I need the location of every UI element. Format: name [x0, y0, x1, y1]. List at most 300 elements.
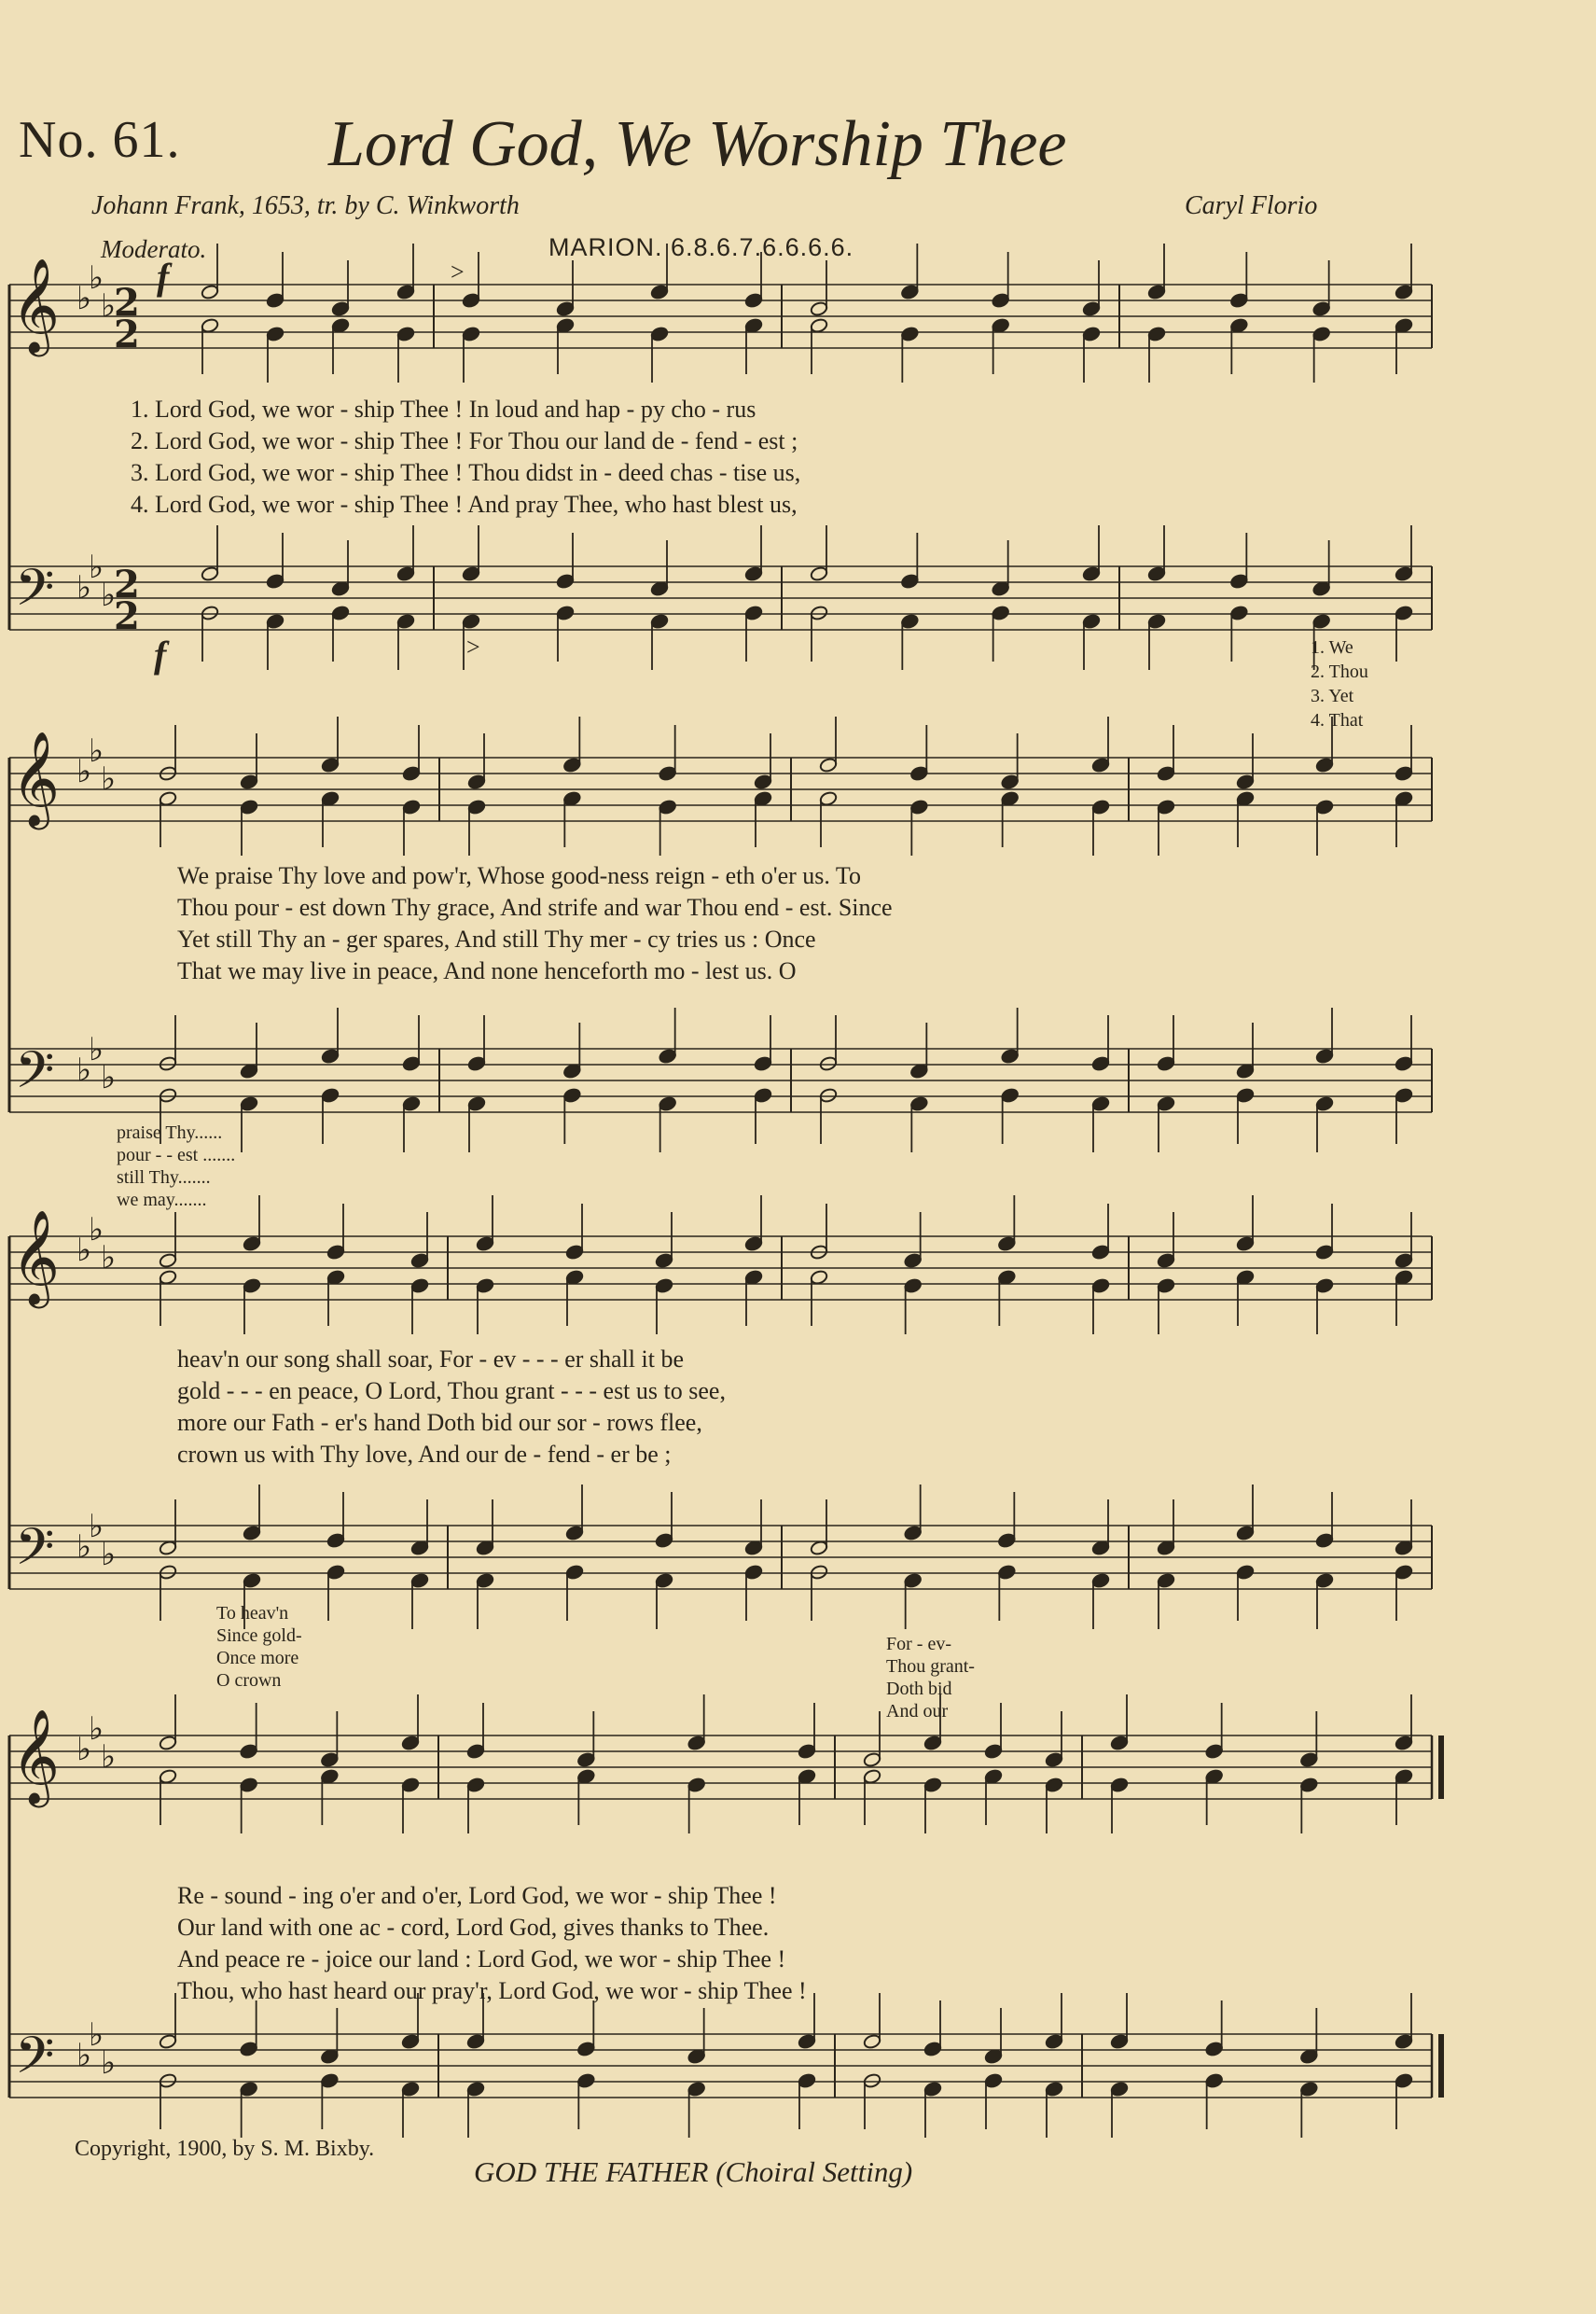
- bass-note: [1229, 605, 1248, 620]
- soprano-note: [320, 1751, 339, 1767]
- verse-lyric-line: crown us with Thy love, And our de - fend - er be ;: [177, 1441, 672, 1468]
- part-cue: we may.......: [117, 1190, 207, 1210]
- bass-note: [1299, 2081, 1318, 2097]
- bass-note: [1205, 2072, 1224, 2088]
- soprano-note: [326, 1244, 345, 1260]
- part-cue: For - ev-: [886, 1634, 951, 1654]
- flat-sign: ♭: [101, 577, 117, 614]
- alto-note: [754, 790, 772, 806]
- treble-clef: 𝄞: [11, 730, 61, 826]
- soprano-note: [650, 284, 669, 300]
- tenor-note: [1157, 1055, 1175, 1071]
- treble-staff: [9, 285, 1432, 348]
- alto-note: [1091, 1277, 1110, 1293]
- hymn-number: No. 61.: [19, 111, 181, 169]
- soprano-note: [744, 1235, 763, 1251]
- bass-note: [997, 1564, 1016, 1580]
- tenor-note: [992, 580, 1010, 596]
- verse-lyric-line: more our Fath - er's hand Doth bid our sor - rows flee,: [177, 1409, 702, 1436]
- soprano-note: [1045, 1751, 1063, 1767]
- bass-note: [1395, 1564, 1413, 1580]
- tenor-note: [1395, 1055, 1413, 1071]
- tenor-note: [159, 2033, 177, 2049]
- bass-note: [744, 605, 763, 620]
- alto-note: [687, 1777, 706, 1792]
- tenor-note: [810, 565, 828, 581]
- bass-note: [565, 1564, 584, 1580]
- bass-note: [992, 605, 1010, 620]
- bass-note: [810, 1564, 828, 1580]
- tenor-note: [650, 580, 669, 596]
- bass-note: [744, 1564, 763, 1580]
- flat-sign: ♭: [89, 732, 104, 770]
- part-cue: Doth bid: [886, 1679, 952, 1699]
- tenor-note: [1147, 565, 1166, 581]
- soprano-note: [984, 1743, 1003, 1759]
- bass-note: [240, 1095, 258, 1111]
- alto-note: [1299, 1777, 1318, 1792]
- treble-staff: [9, 1236, 1432, 1300]
- tenor-note: [1395, 2033, 1413, 2049]
- alto-note: [997, 1269, 1016, 1285]
- tenor-note: [904, 1525, 923, 1540]
- soprano-note: [159, 1735, 177, 1750]
- tenor-note: [744, 1540, 763, 1555]
- soprano-note: [462, 292, 480, 308]
- verse-lyric-line: gold - - - en peace, O Lord, Thou grant - - - est us to see,: [177, 1377, 726, 1404]
- bass-staff: [9, 1526, 1432, 1589]
- verse-lyric-line: 4. Lord God, we wor - ship Thee ! And pray Thee, who hast blest us,: [131, 491, 798, 518]
- flat-sign: ♭: [89, 1508, 104, 1545]
- soprano-note: [1299, 1751, 1318, 1767]
- bass-note: [1091, 1572, 1110, 1588]
- category-caption: GOD THE FATHER (Choiral Setting): [474, 2155, 913, 2188]
- soprano-note: [562, 757, 581, 773]
- author-credit: Johann Frank, 1653, tr. by C. Winkworth: [91, 191, 520, 220]
- flat-sign: ♭: [76, 1528, 92, 1566]
- soprano-note: [1157, 765, 1175, 781]
- alto-note: [402, 799, 421, 815]
- soprano-note: [1229, 292, 1248, 308]
- bass-note: [331, 605, 350, 620]
- alto-note: [556, 317, 575, 333]
- alto-note: [476, 1277, 494, 1293]
- flat-sign: ♭: [101, 1536, 117, 1573]
- verse-lyric-line: 2. Lord God, we wor - ship Thee ! For Thou our land de - fend - est ;: [131, 427, 798, 454]
- tenor-note: [1236, 1525, 1255, 1540]
- tenor-note: [754, 1055, 772, 1071]
- soprano-note: [923, 1735, 942, 1750]
- bass-clef: 𝄢: [15, 1517, 55, 1589]
- bass-note: [1001, 1087, 1020, 1103]
- tenor-note: [1205, 2041, 1224, 2056]
- bass-note: [687, 2081, 706, 2097]
- bass-note: [326, 1564, 345, 1580]
- alto-note: [1395, 1269, 1413, 1285]
- tenor-note: [266, 573, 285, 589]
- alto-note: [1395, 317, 1413, 333]
- flat-sign: ♭: [76, 569, 92, 606]
- tenor-note: [659, 1048, 677, 1064]
- treble-clef: 𝄞: [11, 1708, 61, 1804]
- hymn-title: Lord God, We Worship Thee: [328, 108, 1067, 180]
- tenor-note: [326, 1532, 345, 1548]
- bass-clef: 𝄢: [15, 1040, 55, 1112]
- flat-sign: ♭: [76, 1052, 92, 1089]
- flat-sign: ♭: [89, 259, 104, 297]
- part-cue: praise Thy......: [117, 1122, 223, 1143]
- alto-note: [1205, 1768, 1224, 1784]
- soprano-note: [1205, 1743, 1224, 1759]
- tenor-note: [159, 1540, 177, 1555]
- alto-note: [904, 1277, 923, 1293]
- alto-note: [240, 1777, 258, 1792]
- verse-lyric-line: Thou pour - est down Thy grace, And strife and war Thou end - est. Since: [177, 894, 893, 921]
- soprano-note: [331, 300, 350, 316]
- part-cue: To heav'n: [216, 1603, 289, 1624]
- soprano-note: [655, 1252, 673, 1268]
- tenor-note: [1395, 1540, 1413, 1555]
- tenor-note: [396, 565, 415, 581]
- tune-name: MARION. 6.8.6.7.6.6.6.6.: [548, 233, 854, 261]
- tenor-note: [1045, 2033, 1063, 2049]
- soprano-note: [997, 1235, 1016, 1251]
- tenor-note: [687, 2048, 706, 2064]
- soprano-note: [1395, 284, 1413, 300]
- soprano-note: [410, 1252, 429, 1268]
- bass-note: [659, 1095, 677, 1111]
- bass-note: [476, 1572, 494, 1588]
- tenor-note: [997, 1532, 1016, 1548]
- soprano-note: [1315, 757, 1334, 773]
- flat-sign: ♭: [89, 2016, 104, 2054]
- alto-note: [243, 1277, 261, 1293]
- soprano-note: [1395, 765, 1413, 781]
- alto-note: [326, 1269, 345, 1285]
- flat-sign: ♭: [76, 753, 92, 790]
- soprano-note: [576, 1751, 595, 1767]
- tenor-note: [466, 2033, 485, 2049]
- tenor-note: [556, 573, 575, 589]
- soprano-note: [396, 284, 415, 300]
- tenor-note: [923, 2041, 942, 2056]
- alto-note: [159, 1768, 177, 1784]
- bass-note: [1082, 613, 1101, 629]
- bass-note: [462, 613, 480, 629]
- bass-note: [798, 2072, 816, 2088]
- soprano-note: [266, 292, 285, 308]
- bass-note: [1157, 1095, 1175, 1111]
- flat-sign: ♭: [101, 760, 117, 798]
- part-cue: Once more: [216, 1648, 299, 1668]
- tenor-note: [655, 1532, 673, 1548]
- bass-note: [900, 613, 919, 629]
- soprano-note: [467, 774, 486, 789]
- alto-note: [1157, 799, 1175, 815]
- bass-note: [159, 2072, 177, 2088]
- soprano-note: [754, 774, 772, 789]
- tenor-note: [320, 2048, 339, 2064]
- alto-note: [562, 790, 581, 806]
- alto-note: [201, 317, 219, 333]
- bass-note: [1236, 1564, 1255, 1580]
- bass-note: [1045, 2081, 1063, 2097]
- bass-note: [754, 1087, 772, 1103]
- part-cue: still Thy.......: [117, 1167, 211, 1188]
- alto-note: [1045, 1777, 1063, 1792]
- bass-note: [396, 613, 415, 629]
- tenor-note: [402, 1055, 421, 1071]
- soprano-note: [744, 292, 763, 308]
- alto-note: [900, 326, 919, 342]
- tenor-note: [410, 1540, 429, 1555]
- bass-note: [1315, 1572, 1334, 1588]
- bass-staff: [9, 566, 1432, 630]
- soprano-note: [992, 292, 1010, 308]
- tenor-note: [863, 2033, 881, 2049]
- alto-note: [863, 1768, 881, 1784]
- tenor-note: [1157, 1540, 1175, 1555]
- bass-note: [655, 1572, 673, 1588]
- soprano-note: [904, 1252, 923, 1268]
- bass-note: [1110, 2081, 1129, 2097]
- alto-note: [1229, 317, 1248, 333]
- bass-note: [1091, 1095, 1110, 1111]
- alto-note: [819, 790, 838, 806]
- verse-lyric-line: 3. Lord God, we wor - ship Thee ! Thou didst in - deed chas - tise us,: [131, 459, 801, 486]
- alto-note: [396, 326, 415, 342]
- tenor-note: [562, 1063, 581, 1079]
- alto-note: [467, 799, 486, 815]
- bass-note: [1147, 613, 1166, 629]
- tenor-note: [576, 2041, 595, 2056]
- flat-sign: ♭: [89, 1031, 104, 1068]
- tenor-note: [1082, 565, 1101, 581]
- tenor-note: [565, 1525, 584, 1540]
- tenor-note: [467, 1055, 486, 1071]
- treble-staff: [9, 758, 1432, 821]
- soprano-note: [1091, 1244, 1110, 1260]
- tenor-note: [1315, 1532, 1334, 1548]
- bass-note: [1315, 1095, 1334, 1111]
- part-cue: 2. Thou: [1311, 662, 1368, 682]
- alto-note: [1395, 1768, 1413, 1784]
- bass-note: [159, 1087, 177, 1103]
- copyright-notice: Copyright, 1900, by S. M. Bixby.: [75, 2137, 375, 2161]
- part-cue: And our: [886, 1701, 949, 1722]
- flat-sign: ♭: [101, 287, 117, 325]
- alto-note: [1082, 326, 1101, 342]
- tenor-note: [1001, 1048, 1020, 1064]
- bass-note: [201, 605, 219, 620]
- soprano-note: [798, 1743, 816, 1759]
- bass-note: [904, 1572, 923, 1588]
- soprano-note: [909, 765, 928, 781]
- verse-lyric-line: That we may live in peace, And none henceforth mo - lest us. O: [177, 957, 797, 984]
- alto-note: [410, 1277, 429, 1293]
- alto-note: [744, 317, 763, 333]
- tenor-note: [331, 580, 350, 596]
- time-signature-bottom: 2: [114, 594, 140, 638]
- part-cue: pour - - est .......: [117, 1145, 236, 1165]
- flat-sign: ♭: [76, 1731, 92, 1768]
- tenor-note: [1091, 1540, 1110, 1555]
- soprano-note: [321, 757, 340, 773]
- bass-note: [562, 1087, 581, 1103]
- bass-note: [401, 2081, 420, 2097]
- part-cue: Thou grant-: [886, 1656, 975, 1677]
- forte-mark: f: [157, 256, 170, 298]
- soprano-note: [240, 774, 258, 789]
- alto-note: [798, 1768, 816, 1784]
- soprano-note: [240, 1743, 258, 1759]
- soprano-note: [900, 284, 919, 300]
- bass-note: [819, 1087, 838, 1103]
- soprano-note: [159, 1252, 177, 1268]
- tenor-note: [1299, 2048, 1318, 2064]
- bass-note: [556, 605, 575, 620]
- verse-lyric-line: And peace re - joice our land : Lord God, we wor - ship Thee !: [177, 1945, 786, 1972]
- bass-note: [410, 1572, 429, 1588]
- bass-note: [650, 613, 669, 629]
- bass-staff: [9, 1049, 1432, 1112]
- soprano-note: [402, 765, 421, 781]
- alto-note: [1315, 799, 1334, 815]
- alto-note: [462, 326, 480, 342]
- bass-note: [467, 1095, 486, 1111]
- verse-lyric-line: heav'n our song shall soar, For - ev - - - er shall it be: [177, 1345, 685, 1373]
- time-signature-bottom: 2: [114, 313, 140, 356]
- tenor-note: [462, 565, 480, 581]
- bass-note: [320, 2072, 339, 2088]
- alto-note: [810, 317, 828, 333]
- soprano-note: [1091, 757, 1110, 773]
- bass-note: [1312, 613, 1331, 629]
- alto-note: [650, 326, 669, 342]
- bass-note: [984, 2072, 1003, 2088]
- treble-clef: 𝄞: [11, 1208, 61, 1304]
- tenor-note: [201, 565, 219, 581]
- bass-note: [576, 2072, 595, 2088]
- alto-note: [240, 799, 258, 815]
- tenor-note: [900, 573, 919, 589]
- forte-mark: f: [154, 634, 167, 676]
- soprano-note: [1147, 284, 1166, 300]
- flat-sign: ♭: [89, 549, 104, 586]
- verse-lyric-line: We praise Thy love and pow'r, Whose good-ness reign - eth o'er us. To: [177, 862, 861, 889]
- soprano-note: [1236, 774, 1255, 789]
- tenor-note: [798, 2033, 816, 2049]
- tenor-note: [1315, 1048, 1334, 1064]
- bass-note: [1395, 605, 1413, 620]
- tenor-note: [476, 1540, 494, 1555]
- bass-note: [321, 1087, 340, 1103]
- soprano-note: [201, 284, 219, 300]
- alto-note: [321, 790, 340, 806]
- bass-note: [240, 2081, 258, 2097]
- tenor-note: [240, 1063, 258, 1079]
- flat-sign: ♭: [89, 1211, 104, 1248]
- flat-sign: ♭: [76, 280, 92, 317]
- bass-note: [402, 1095, 421, 1111]
- time-signature-top: 2: [114, 281, 140, 325]
- alto-note: [1001, 790, 1020, 806]
- alto-note: [331, 317, 350, 333]
- alto-note: [266, 326, 285, 342]
- alto-note: [1236, 1269, 1255, 1285]
- alto-note: [659, 799, 677, 815]
- alto-note: [1091, 799, 1110, 815]
- alto-note: [1147, 326, 1166, 342]
- tempo-marking: Moderato.: [101, 235, 207, 263]
- soprano-note: [466, 1743, 485, 1759]
- tenor-note: [159, 1055, 177, 1071]
- tenor-note: [1110, 2033, 1129, 2049]
- soprano-note: [243, 1235, 261, 1251]
- soprano-note: [565, 1244, 584, 1260]
- soprano-note: [556, 300, 575, 316]
- alto-note: [744, 1269, 763, 1285]
- verse-lyric-line: Yet still Thy an - ger spares, And still Thy mer - cy tries us : Once: [177, 926, 816, 953]
- soprano-note: [1312, 300, 1331, 316]
- bass-note: [1236, 1087, 1255, 1103]
- composer-credit: Caryl Florio: [1185, 191, 1318, 220]
- tenor-note: [909, 1063, 928, 1079]
- soprano-note: [401, 1735, 420, 1750]
- alto-note: [1315, 1277, 1334, 1293]
- accent-mark: >: [466, 634, 480, 661]
- alto-note: [923, 1777, 942, 1792]
- alto-note: [565, 1269, 584, 1285]
- bass-note: [810, 605, 828, 620]
- bass-clef: 𝄢: [15, 2026, 55, 2098]
- tenor-note: [240, 2041, 258, 2056]
- tenor-note: [243, 1525, 261, 1540]
- bass-note: [1157, 1572, 1175, 1588]
- soprano-note: [1236, 1235, 1255, 1251]
- bass-note: [923, 2081, 942, 2097]
- soprano-note: [476, 1235, 494, 1251]
- soprano-note: [1157, 1252, 1175, 1268]
- soprano-note: [1110, 1735, 1129, 1750]
- verse-lyric-line: Thou, who hast heard our pray'r, Lord God, we wor - ship Thee !: [177, 1977, 807, 2004]
- alto-note: [320, 1768, 339, 1784]
- alto-note: [466, 1777, 485, 1792]
- bass-note: [909, 1095, 928, 1111]
- soprano-note: [863, 1751, 881, 1767]
- flat-sign: ♭: [89, 1710, 104, 1748]
- flat-sign: ♭: [76, 1232, 92, 1269]
- part-cue: 3. Yet: [1311, 686, 1354, 706]
- soprano-note: [659, 765, 677, 781]
- alto-note: [1236, 790, 1255, 806]
- soprano-note: [1315, 1244, 1334, 1260]
- alto-note: [159, 790, 177, 806]
- bass-clef: 𝄢: [15, 558, 55, 630]
- part-cue: 4. That: [1311, 710, 1364, 731]
- alto-note: [401, 1777, 420, 1792]
- alto-note: [984, 1768, 1003, 1784]
- soprano-note: [1395, 1252, 1413, 1268]
- tenor-note: [1395, 565, 1413, 581]
- alto-note: [1157, 1277, 1175, 1293]
- part-cue: Since gold-: [216, 1625, 302, 1646]
- soprano-note: [810, 300, 828, 316]
- alto-note: [576, 1768, 595, 1784]
- alto-note: [909, 799, 928, 815]
- bass-note: [243, 1572, 261, 1588]
- tenor-note: [1091, 1055, 1110, 1071]
